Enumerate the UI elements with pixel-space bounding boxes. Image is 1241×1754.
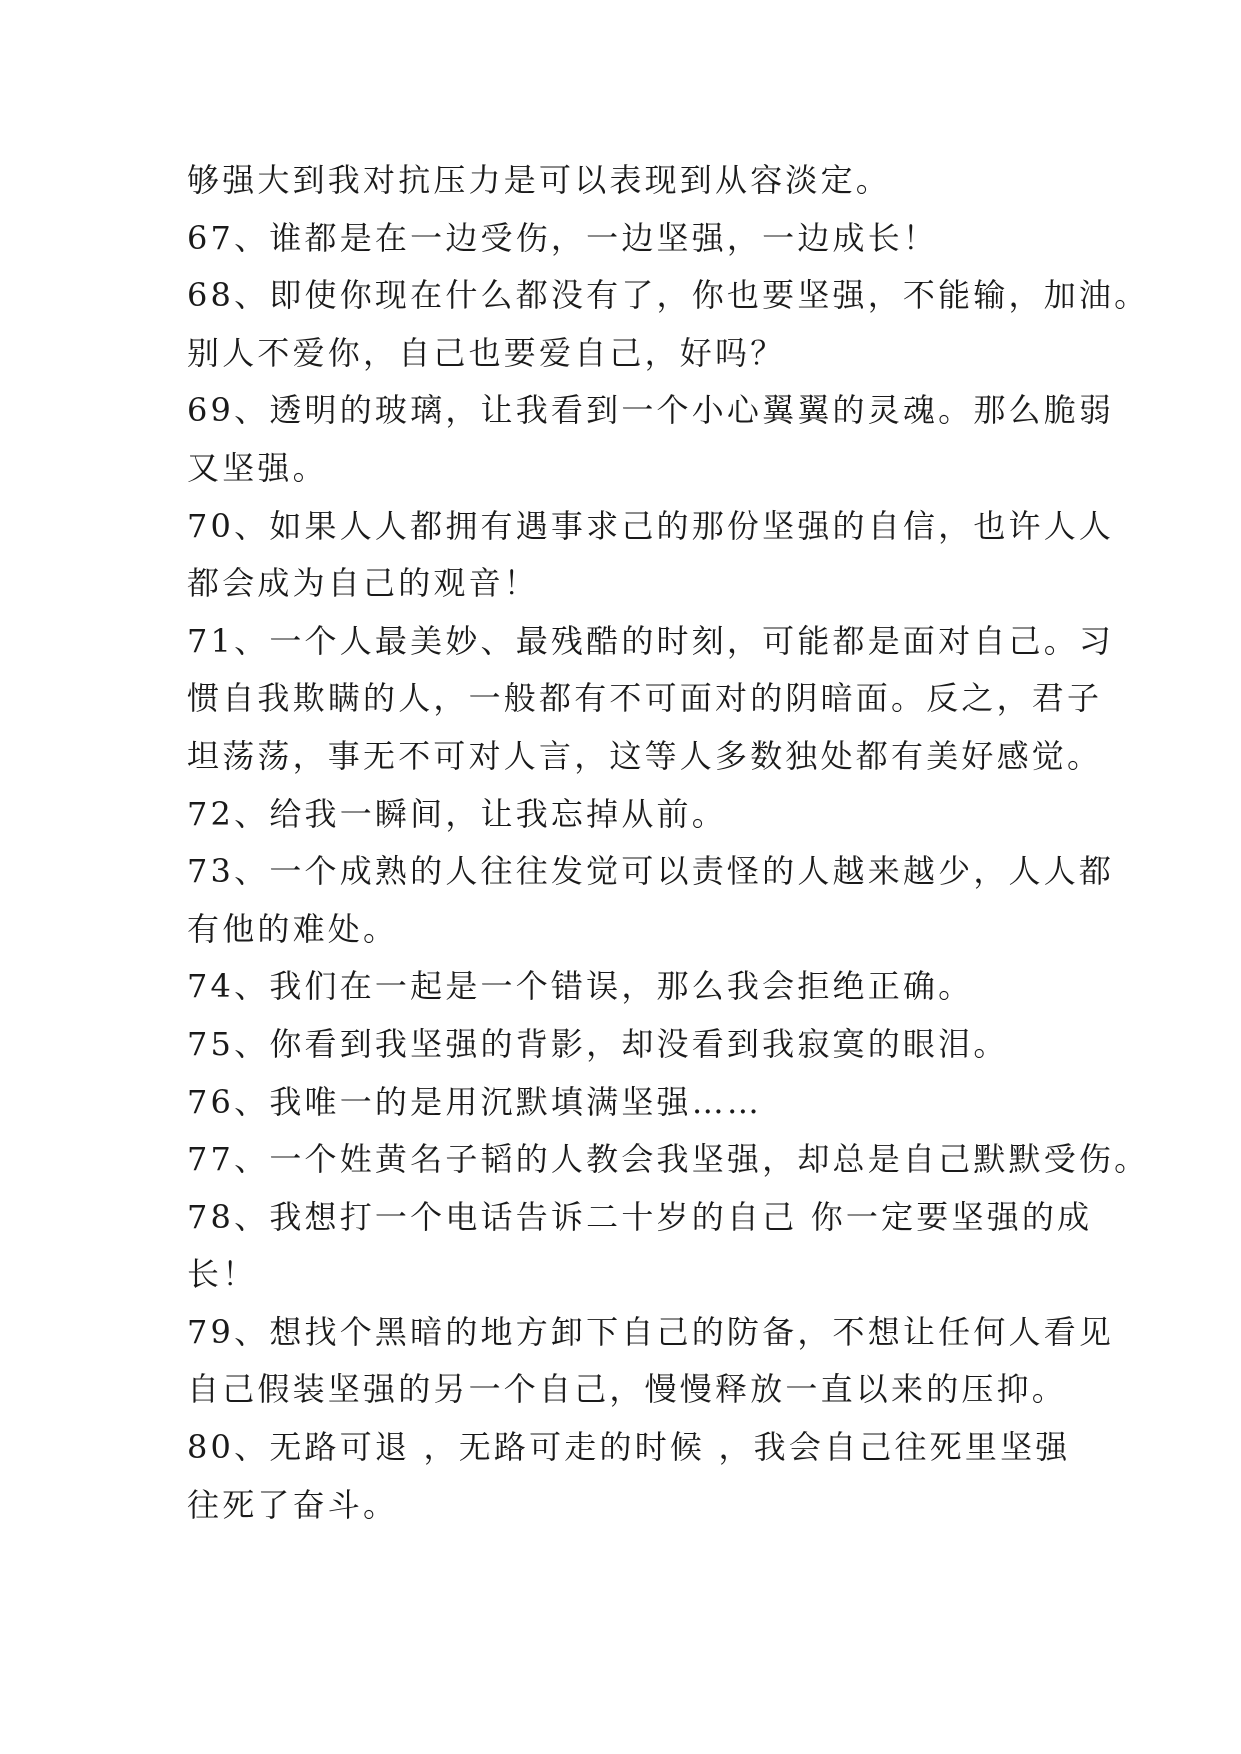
text-line: 惯自我欺瞒的人，一般都有不可面对的阴暗面。反之，君子 xyxy=(187,679,1103,718)
text-line: 都会成为自己的观音！ xyxy=(187,564,540,603)
document-body-text xyxy=(187,152,1150,1534)
text-line: 74、我们在一起是一个错误，那么我会拒绝正确。 xyxy=(187,967,974,1006)
text-line: 75、你看到我坚强的背影，却没看到我寂寞的眼泪。 xyxy=(187,1024,1009,1063)
text-line: 72、给我一瞬间，让我忘掉从前。 xyxy=(187,794,727,833)
text-line: 又坚强。 xyxy=(187,448,328,487)
text-line: 69、透明的玻璃，让我看到一个小心翼翼的灵魂。那么脆弱 xyxy=(187,391,1115,430)
text-line: 自己假装坚强的另一个自己，慢慢释放一直以来的压抑。 xyxy=(187,1370,1068,1409)
text-line: 长！ xyxy=(187,1255,258,1294)
text-line: 70、如果人人都拥有遇事求己的那份坚强的自信，也许人人 xyxy=(187,506,1115,545)
text-line: 68、即使你现在什么都没有了，你也要坚强，不能输，加油。 xyxy=(187,276,1150,315)
text-line: 71、一个人最美妙、最残酷的时刻，可能都是面对自己。习 xyxy=(187,621,1115,660)
text-line: 80、无路可退 ，无路可走的时候 ，我会自己往死里坚强 xyxy=(187,1428,1071,1467)
text-line: 别人不爱你，自己也要爱自己，好吗？ xyxy=(187,333,786,372)
text-line: 77、一个姓黄名子韬的人教会我坚强，却总是自己默默受伤。 xyxy=(187,1140,1150,1179)
text-line: 有他的难处。 xyxy=(187,909,399,948)
text-line: 73、一个成熟的人往往发觉可以责怪的人越来越少，人人都 xyxy=(187,852,1115,891)
text-line: 78、我想打一个电话告诉二十岁的自己 你一定要坚强的成 xyxy=(187,1197,1093,1236)
text-line: 坦荡荡，事无不可对人言，这等人多数独处都有美好感觉。 xyxy=(187,736,1103,775)
text-line: 76、我唯一的是用沉默填满坚强…… xyxy=(187,1082,763,1121)
text-line: 79、想找个黑暗的地方卸下自己的防备，不想让任何人看见 xyxy=(187,1312,1115,1351)
text-line: 够强大到我对抗压力是可以表现到从容淡定。 xyxy=(187,161,892,199)
text-line: 67、谁都是在一边受伤，一边坚强，一边成长！ xyxy=(187,218,939,257)
text-line: 往死了奋斗。 xyxy=(187,1485,399,1524)
